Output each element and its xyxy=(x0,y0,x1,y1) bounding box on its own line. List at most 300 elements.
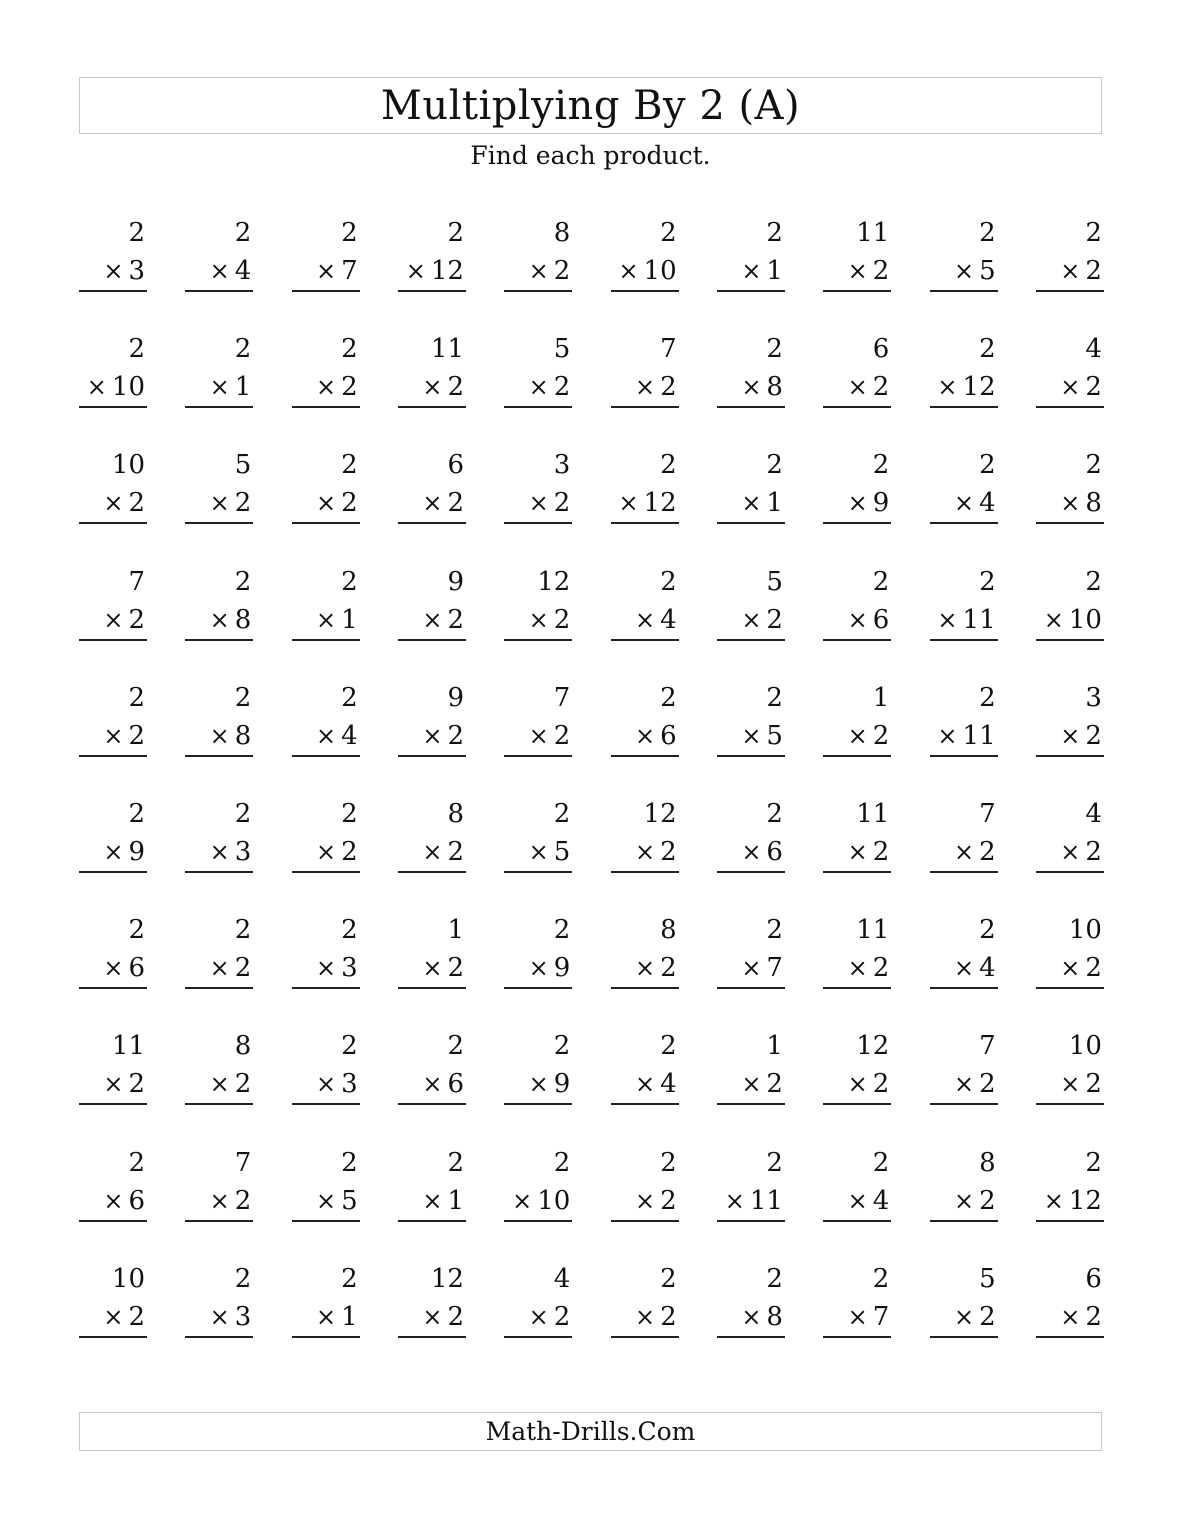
times-sign: × xyxy=(528,489,549,518)
multiplier-line xyxy=(79,835,147,873)
problem xyxy=(717,565,785,645)
multiplier-line xyxy=(504,1067,572,1105)
problem xyxy=(611,681,679,761)
times-sign: × xyxy=(528,257,549,285)
multiplicand: 2 xyxy=(234,218,252,248)
problem xyxy=(930,1262,998,1342)
multiplicand: 2 xyxy=(660,450,677,481)
problem xyxy=(1036,565,1104,645)
times-sign: × xyxy=(937,373,958,402)
footer-credit: Math-Drills.Com xyxy=(485,1417,696,1446)
problem xyxy=(292,913,360,993)
times-sign: × xyxy=(741,721,762,750)
multiplicand: 5 xyxy=(234,450,252,481)
problem xyxy=(292,565,360,645)
times-sign: × xyxy=(1043,1186,1064,1215)
multiplicand: 2 xyxy=(234,798,252,829)
problem xyxy=(79,1262,147,1342)
problem xyxy=(717,913,785,993)
multiplicand: 7 xyxy=(553,682,571,713)
problem xyxy=(1036,913,1104,993)
multiplier: 2 xyxy=(234,953,252,984)
problem xyxy=(398,913,466,993)
problem xyxy=(611,913,679,993)
multiplier-line xyxy=(185,603,253,641)
times-sign: × xyxy=(741,257,762,285)
problem xyxy=(717,448,785,528)
times-sign: × xyxy=(741,605,762,634)
multiplier-line xyxy=(930,719,998,757)
multiplicand: 2 xyxy=(341,1147,358,1178)
times-sign: × xyxy=(422,721,443,750)
multiplier-line xyxy=(717,1300,785,1338)
multiplicand: 8 xyxy=(660,915,677,946)
multiplicand: 1 xyxy=(766,1031,783,1062)
multiplier-line xyxy=(611,370,679,408)
multiplier: 2 xyxy=(660,1185,677,1216)
multiplier-line xyxy=(185,719,253,757)
multiplier-line xyxy=(398,486,466,524)
problem xyxy=(823,216,891,296)
times-sign: × xyxy=(618,489,639,518)
multiplier-line xyxy=(292,1300,360,1338)
multiplier-line xyxy=(292,254,360,292)
multiplicand: 2 xyxy=(872,1147,890,1178)
multiplier: 7 xyxy=(341,256,358,286)
multiplicand: 5 xyxy=(553,334,571,365)
multiplier-line xyxy=(611,603,679,641)
problem xyxy=(292,1029,360,1109)
problem xyxy=(504,332,572,412)
problem xyxy=(79,1029,147,1109)
times-sign: × xyxy=(316,489,337,518)
multiplier-line xyxy=(930,951,998,989)
multiplier-line xyxy=(823,835,891,873)
multiplier-line xyxy=(930,254,998,292)
multiplicand: 2 xyxy=(341,682,358,713)
times-sign: × xyxy=(103,1070,124,1099)
problem xyxy=(398,797,466,877)
multiplier: 3 xyxy=(234,836,252,867)
multiplier-line xyxy=(823,370,891,408)
multiplicand: 2 xyxy=(1085,218,1102,248)
multiplier-line xyxy=(1036,835,1104,873)
multiplicand: 1 xyxy=(872,682,890,713)
times-sign: × xyxy=(937,605,958,634)
times-sign: × xyxy=(741,1070,762,1099)
multiplicand: 8 xyxy=(553,218,571,248)
multiplicand: 2 xyxy=(234,566,252,597)
multiplicand: 11 xyxy=(430,334,464,365)
times-sign: × xyxy=(1060,721,1081,750)
problem xyxy=(930,565,998,645)
multiplier: 1 xyxy=(234,372,252,403)
problem xyxy=(79,448,147,528)
multiplier-line xyxy=(930,835,998,873)
multiplicand: 2 xyxy=(341,334,358,365)
multiplier-line xyxy=(79,370,147,408)
problem xyxy=(1036,1146,1104,1226)
times-sign: × xyxy=(316,1070,337,1099)
multiplicand: 2 xyxy=(341,1031,358,1062)
multiplier: 4 xyxy=(979,953,996,984)
problem xyxy=(1036,681,1104,761)
multiplicand: 6 xyxy=(872,334,890,365)
multiplier: 2 xyxy=(872,256,890,286)
times-sign: × xyxy=(209,837,230,866)
multiplier-line xyxy=(717,719,785,757)
times-sign: × xyxy=(1060,1302,1081,1331)
multiplicand: 2 xyxy=(979,915,996,946)
multiplicand: 10 xyxy=(111,1263,145,1294)
multiplier-line xyxy=(1036,603,1104,641)
times-sign: × xyxy=(512,1186,533,1215)
multiplicand: 3 xyxy=(553,450,571,481)
multiplicand: 11 xyxy=(856,218,890,248)
multiplier: 2 xyxy=(447,488,464,519)
problem xyxy=(185,797,253,877)
multiplicand: 7 xyxy=(660,334,677,365)
multiplicand: 7 xyxy=(979,798,996,829)
times-sign: × xyxy=(1060,489,1081,518)
multiplicand: 10 xyxy=(1068,1031,1102,1062)
multiplicand: 2 xyxy=(234,682,252,713)
multiplier: 11 xyxy=(962,720,996,751)
multiplicand: 5 xyxy=(766,566,783,597)
problem xyxy=(504,1262,572,1342)
problem xyxy=(823,913,891,993)
multiplier: 2 xyxy=(447,1301,464,1332)
times-sign: × xyxy=(1043,605,1064,634)
multiplier-line xyxy=(292,1184,360,1222)
problem xyxy=(185,448,253,528)
multiplier-line xyxy=(185,370,253,408)
problem xyxy=(185,681,253,761)
multiplier-line xyxy=(504,370,572,408)
times-sign: × xyxy=(847,1070,868,1099)
multiplier: 2 xyxy=(979,836,996,867)
problem xyxy=(504,1029,572,1109)
times-sign: × xyxy=(528,954,549,983)
multiplicand: 2 xyxy=(660,566,677,597)
multiplier-line xyxy=(292,370,360,408)
multiplicand: 2 xyxy=(1085,450,1102,481)
multiplier: 1 xyxy=(766,488,783,519)
times-sign: × xyxy=(103,605,124,634)
multiplicand: 2 xyxy=(128,218,145,248)
multiplier-line xyxy=(79,254,147,292)
times-sign: × xyxy=(634,605,656,634)
problem xyxy=(717,797,785,877)
problem xyxy=(185,1029,253,1109)
multiplier-line xyxy=(717,951,785,989)
multiplier: 1 xyxy=(766,256,783,286)
problem xyxy=(185,216,253,296)
multiplier: 8 xyxy=(234,604,252,635)
problem xyxy=(930,216,998,296)
multiplier-line xyxy=(717,254,785,292)
multiplicand: 2 xyxy=(766,218,783,248)
multiplier: 2 xyxy=(979,1301,996,1332)
times-sign: × xyxy=(316,373,337,402)
multiplier: 3 xyxy=(341,953,358,984)
times-sign: × xyxy=(847,373,868,402)
multiplicand: 10 xyxy=(1068,915,1102,946)
multiplicand: 2 xyxy=(341,798,358,829)
multiplicand: 2 xyxy=(766,798,783,829)
multiplicand: 2 xyxy=(128,682,145,713)
multiplier-line xyxy=(1036,1067,1104,1105)
problem xyxy=(930,913,998,993)
times-sign: × xyxy=(953,1186,975,1215)
multiplicand: 2 xyxy=(553,1147,571,1178)
multiplier-line xyxy=(1036,1184,1104,1222)
times-sign: × xyxy=(847,954,868,983)
multiplier: 2 xyxy=(341,836,358,867)
times-sign: × xyxy=(209,605,230,634)
multiplier: 2 xyxy=(1085,953,1102,984)
problem xyxy=(185,913,253,993)
multiplicand: 2 xyxy=(341,450,358,481)
multiplicand: 2 xyxy=(234,1263,252,1294)
multiplier: 1 xyxy=(341,1301,358,1332)
multiplier: 10 xyxy=(537,1185,571,1216)
times-sign: × xyxy=(316,605,337,634)
multiplier-line xyxy=(823,1184,891,1222)
problem xyxy=(504,216,572,296)
times-sign: × xyxy=(634,721,656,750)
problem xyxy=(611,565,679,645)
multiplier-line xyxy=(1036,1300,1104,1338)
times-sign: × xyxy=(847,257,868,285)
problem xyxy=(823,1029,891,1109)
multiplicand: 2 xyxy=(766,450,783,481)
multiplicand: 7 xyxy=(128,566,145,597)
times-sign: × xyxy=(103,489,124,518)
multiplier: 2 xyxy=(872,372,890,403)
multiplier-line xyxy=(930,603,998,641)
times-sign: × xyxy=(103,837,124,866)
multiplier: 2 xyxy=(234,1185,252,1216)
times-sign: × xyxy=(634,1302,656,1331)
problem xyxy=(930,448,998,528)
multiplier: 12 xyxy=(430,256,464,286)
multiplier-line xyxy=(717,370,785,408)
multiplier: 2 xyxy=(128,604,145,635)
multiplier: 2 xyxy=(234,1069,252,1100)
multiplier: 8 xyxy=(1085,488,1102,519)
multiplier: 2 xyxy=(872,836,890,867)
problem xyxy=(504,797,572,877)
multiplicand: 2 xyxy=(447,1147,464,1178)
multiplier: 2 xyxy=(1085,256,1102,286)
problem xyxy=(398,565,466,645)
multiplier: 4 xyxy=(660,604,677,635)
multiplicand: 2 xyxy=(447,1031,464,1062)
times-sign: × xyxy=(422,1302,443,1331)
problem xyxy=(185,1146,253,1226)
multiplier-line xyxy=(398,951,466,989)
multiplicand: 12 xyxy=(856,1031,890,1062)
multiplier-line xyxy=(823,486,891,524)
multiplier-line xyxy=(1036,254,1104,292)
multiplier: 2 xyxy=(553,1301,571,1332)
times-sign: × xyxy=(953,1070,975,1099)
times-sign: × xyxy=(422,489,443,518)
times-sign: × xyxy=(634,837,656,866)
multiplier: 2 xyxy=(447,836,464,867)
problem xyxy=(185,1262,253,1342)
multiplier: 2 xyxy=(979,1069,996,1100)
multiplier-line xyxy=(292,486,360,524)
problem-grid xyxy=(79,216,1104,1378)
problem xyxy=(611,448,679,528)
multiplier: 2 xyxy=(1085,372,1102,403)
problem xyxy=(504,1146,572,1226)
problem xyxy=(823,565,891,645)
multiplicand: 2 xyxy=(660,1263,677,1294)
multiplier-line xyxy=(398,835,466,873)
problem xyxy=(1036,1262,1104,1342)
multiplier: 10 xyxy=(1068,604,1102,635)
problem xyxy=(292,332,360,412)
multiplier-line xyxy=(398,1067,466,1105)
multiplier: 6 xyxy=(447,1069,464,1100)
problem xyxy=(79,797,147,877)
multiplier-line xyxy=(930,486,998,524)
multiplicand: 2 xyxy=(872,1263,890,1294)
multiplier: 2 xyxy=(660,372,677,403)
multiplier-line xyxy=(79,719,147,757)
times-sign: × xyxy=(634,1070,656,1099)
multiplicand: 2 xyxy=(128,915,145,946)
problem xyxy=(717,681,785,761)
multiplier-line xyxy=(504,603,572,641)
times-sign: × xyxy=(86,373,107,402)
multiplier-line xyxy=(398,1300,466,1338)
multiplier-line xyxy=(398,370,466,408)
multiplicand: 4 xyxy=(1085,798,1102,829)
multiplier-line xyxy=(504,486,572,524)
multiplier-line xyxy=(611,1300,679,1338)
problem xyxy=(292,448,360,528)
times-sign: × xyxy=(316,1302,337,1331)
times-sign: × xyxy=(422,1186,443,1215)
multiplier: 2 xyxy=(341,372,358,403)
multiplier-line xyxy=(930,1300,998,1338)
multiplier-line xyxy=(930,1067,998,1105)
problem xyxy=(930,797,998,877)
multiplier: 8 xyxy=(766,1301,783,1332)
multiplier: 9 xyxy=(553,953,571,984)
multiplier-line xyxy=(79,951,147,989)
multiplier: 4 xyxy=(341,720,358,751)
problem xyxy=(504,681,572,761)
multiplicand: 2 xyxy=(660,682,677,713)
multiplier: 2 xyxy=(766,1069,783,1100)
times-sign: × xyxy=(634,373,656,402)
multiplier-line xyxy=(504,1184,572,1222)
multiplicand: 2 xyxy=(341,218,358,248)
times-sign: × xyxy=(209,721,230,750)
times-sign: × xyxy=(316,721,337,750)
multiplicand: 2 xyxy=(447,218,464,248)
problem xyxy=(717,1029,785,1109)
multiplier: 5 xyxy=(341,1185,358,1216)
times-sign: × xyxy=(209,1302,230,1331)
multiplier: 4 xyxy=(979,488,996,519)
multiplicand: 2 xyxy=(766,915,783,946)
problem xyxy=(823,681,891,761)
problem xyxy=(1036,797,1104,877)
times-sign: × xyxy=(209,1186,230,1215)
multiplier-line xyxy=(185,1300,253,1338)
problem xyxy=(398,1146,466,1226)
multiplier-line xyxy=(611,719,679,757)
multiplier: 2 xyxy=(553,372,571,403)
multiplicand: 2 xyxy=(553,798,571,829)
multiplicand: 2 xyxy=(341,566,358,597)
times-sign: × xyxy=(528,721,549,750)
times-sign: × xyxy=(422,605,443,634)
multiplier-line xyxy=(504,254,572,292)
times-sign: × xyxy=(209,489,230,518)
multiplier: 2 xyxy=(341,488,358,519)
multiplier: 2 xyxy=(447,953,464,984)
multiplier-line xyxy=(292,951,360,989)
multiplier: 9 xyxy=(553,1069,571,1100)
problem xyxy=(1036,1029,1104,1109)
multiplier: 4 xyxy=(234,256,252,286)
multiplier-line xyxy=(1036,370,1104,408)
times-sign: × xyxy=(1060,257,1081,285)
multiplier: 2 xyxy=(1085,1301,1102,1332)
problem xyxy=(398,216,466,296)
multiplier: 2 xyxy=(128,720,145,751)
multiplier: 2 xyxy=(1085,1069,1102,1100)
multiplier-line xyxy=(398,254,466,292)
multiplier-line xyxy=(292,1067,360,1105)
multiplier-line xyxy=(823,951,891,989)
multiplier-line xyxy=(398,603,466,641)
problem xyxy=(79,681,147,761)
times-sign: × xyxy=(953,954,975,983)
problem xyxy=(611,1262,679,1342)
multiplier: 12 xyxy=(962,372,996,403)
multiplier-line xyxy=(185,486,253,524)
multiplier: 2 xyxy=(447,372,464,403)
problem xyxy=(79,216,147,296)
problem xyxy=(611,1146,679,1226)
times-sign: × xyxy=(741,1302,762,1331)
multiplier: 2 xyxy=(872,1069,890,1100)
multiplier-line xyxy=(611,951,679,989)
multiplicand: 4 xyxy=(553,1263,571,1294)
multiplier-line xyxy=(504,1300,572,1338)
multiplicand: 12 xyxy=(430,1263,464,1294)
problem xyxy=(185,565,253,645)
multiplier-line xyxy=(185,951,253,989)
multiplier: 2 xyxy=(553,720,571,751)
multiplier: 2 xyxy=(660,836,677,867)
problem xyxy=(823,448,891,528)
times-sign: × xyxy=(209,954,230,983)
times-sign: × xyxy=(618,257,639,285)
multiplicand: 2 xyxy=(979,218,996,248)
times-sign: × xyxy=(1060,837,1081,866)
multiplier: 2 xyxy=(1085,836,1102,867)
multiplier-line xyxy=(717,486,785,524)
